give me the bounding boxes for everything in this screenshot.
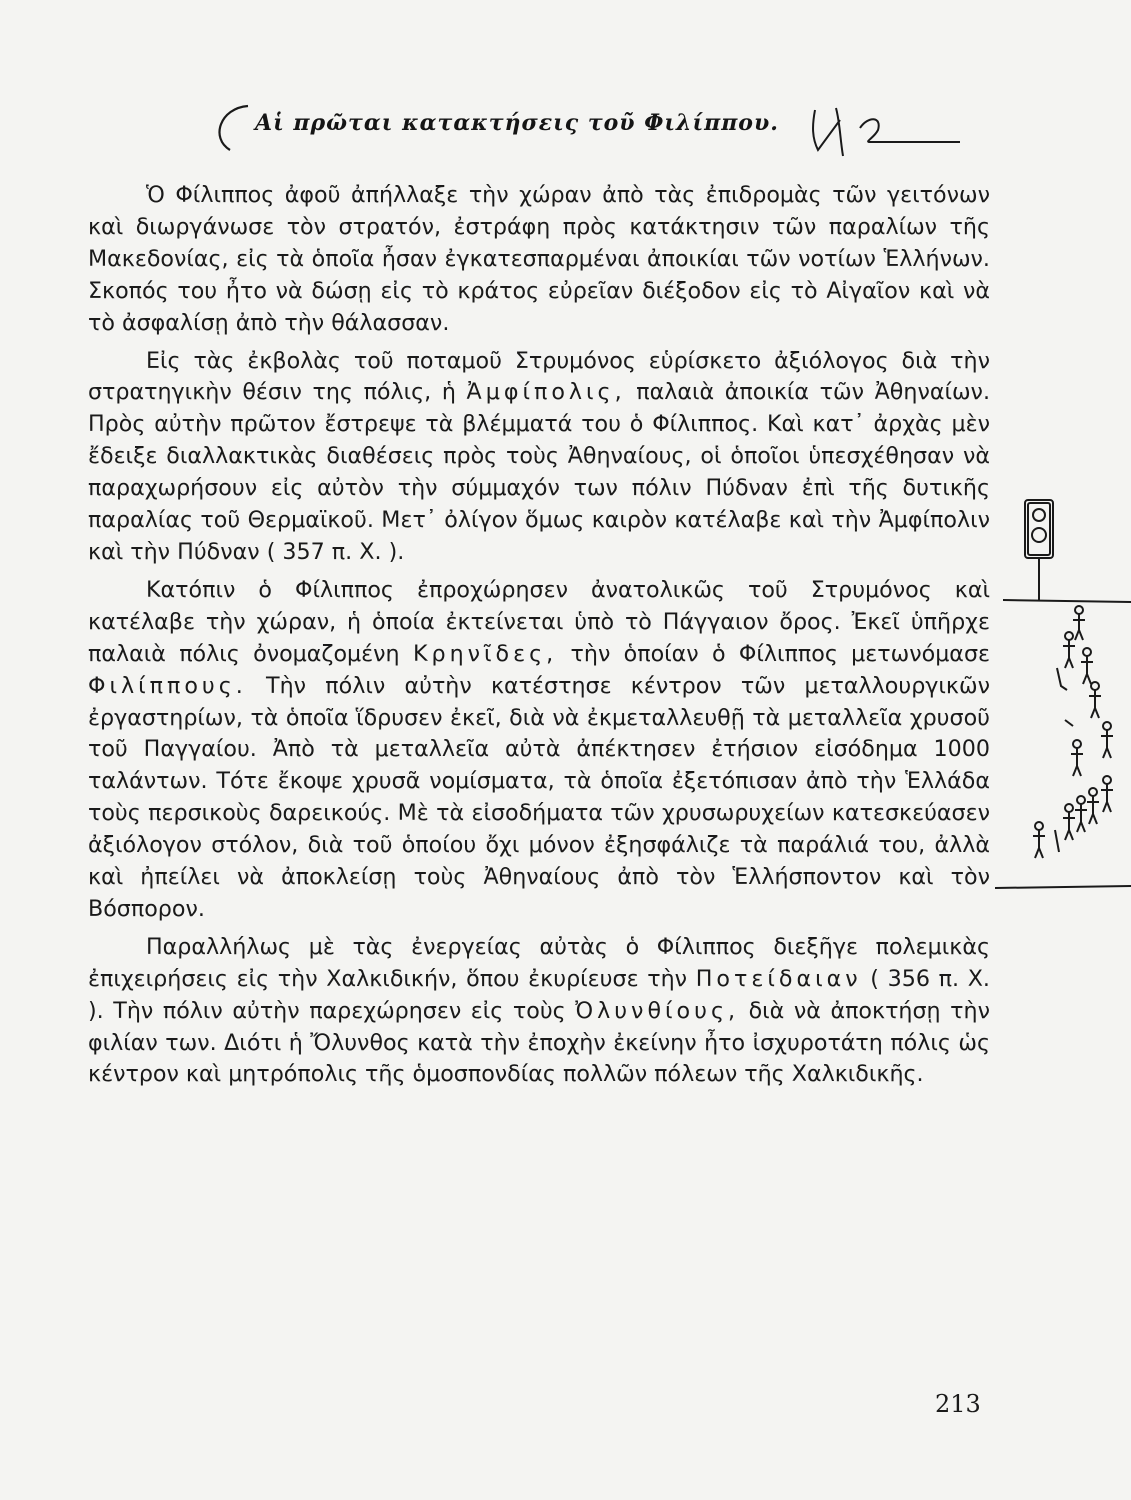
body-text (88, 180, 990, 1091)
handwritten-note-42: 42 (810, 147, 813, 149)
paragraph-2-spaced-amphipolis: Ἀμφίπολις, (466, 379, 626, 406)
chapter-heading (200, 78, 980, 158)
paragraph-3-part-3: Τὴν πόλιν αὐτὴν κατέστησε κέντρον τῶν μεταλλουργικῶν ἐργαστηρίων, τὰ ὁποῖα ἵδρυσεν ἐκεῖ, διὰ νὰ ἐκμεταλλευθῇ τὰ μεταλλεῖα χρυσοῦ τοῦ Παγγαίου. Ἀπὸ τὰ μεταλλεῖα αὐτὰ ἀπέκτησεν ἐτήσιον εἰσόδημα 1000 ταλάντων. Τότε ἔκοψε χρυσᾶ νομίσματα, τὰ ὁποῖα ἐξετόπισαν ἀπὸ τὴν Ἑλλάδα τοὺς περσικοὺς δαρεικούς. Μὲ τὰ εἰσοδήματα τῶν χρυσωρυχείων κατεσκεύασεν ἀξιόλογον στόλον, διὰ τοῦ ὁποίου ὄχι μόνον ἐξησφάλιζε τὰ παράλιά του, ἀλλὰ καὶ ἠπείλει νὰ ἀποκλείσῃ τοὺς Ἀθηναίους ἀπὸ τὸν Ἑλλήσποντον καὶ τὸν Βόσπορον. (88, 672, 990, 922)
page-number: 213 (935, 1390, 981, 1418)
margin-doodle-figures-icon (995, 490, 1131, 900)
paragraph-4-part-3: διὰ νὰ ἀποκτήσῃ τὴν φιλίαν των. Διότι ἡ Ὄλυνθος κατὰ τὴν ἐποχὴν ἐκείνην ἦτο ἰσχυροτάτη πόλις ὡς κέντρον καὶ μητρόπολις τῆς ὁμοσπονδίας πολλῶν πόλεων τῆς Χαλκιδικῆς. (88, 997, 990, 1088)
paragraph-3-part-2: τὴν ὁποίαν ὁ Φίλιππος μετωνόμασε (557, 640, 990, 667)
paragraph-3 (88, 575, 990, 926)
paragraph-4 (88, 932, 990, 1092)
paragraph-2 (88, 346, 990, 569)
paragraph-3-part-1: Κατόπιν ὁ Φίλιππος ἐπροχώρησεν ἀνατολικῶς τοῦ Στρυμόνος καὶ κατέλαβε τὴν χώραν, ἡ ὁποία ἐκτείνεται ὑπὸ τὸ Πάγγαιον ὄρος. Ἐκεῖ ὑπῆρχε παλαιὰ πόλις ὀνομαζομένη (88, 576, 990, 667)
paragraph-3-spaced-krenides: Κρηνῖδες, (412, 640, 558, 667)
paragraph-4-spaced-poteidaia: Ποτείδαιαν (695, 965, 862, 992)
paragraph-4-part-1: Παραλλήλως μὲ τὰς ἐνεργείας αὐτὰς ὁ Φίλιππος διεξῆγε πολεμικὰς ἐπιχειρήσεις εἰς τὴν Χαλκιδικήν, ὅπου ἐκυρίευσε τὴν (88, 933, 990, 992)
paragraph-4-part-2: ( 356 π. Χ. ). Τὴν πόλιν αὐτὴν παρεχώρησεν εἰς τοὺς (88, 965, 990, 1024)
paragraph-2-part-1: Εἰς τὰς ἐκβολὰς τοῦ ποταμοῦ Στρυμόνος εὑρίσκετο ἀξιόλογος διὰ τὴν στρατηγικὴν θέσιν της πόλις, ἡ (88, 347, 990, 406)
page-title: Αἱ πρῶται κατακτήσεις τοῦ Φιλίππου. (255, 110, 779, 136)
paragraph-3-spaced-philippi: Φιλίππους. (88, 672, 247, 699)
paragraph-4-spaced-olynthians: Ὀλυνθίους, (575, 997, 740, 1024)
paragraph-2-part-2: παλαιὰ ἀποικία τῶν Ἀθηναίων. Πρὸς αὐτὴν πρῶτον ἔστρεψε τὰ βλέμματά του ὁ Φίλιππος. Καὶ κατ᾽ ἀρχὰς μὲν ἔδειξε διαλλακτικὰς διαθέσεις πρὸς τοὺς Ἀθηναίους, οἱ ὁποῖοι ὑπεσχέθησαν νὰ παραχωρήσουν εἰς αὐτὸν τὴν σύμμαχόν των πόλιν Πύδναν ἐπὶ τῆς δυτικῆς παραλίας τοῦ Θερμαϊκοῦ. Μετ᾽ ὀλίγον ὅμως καιρὸν κατέλαβε καὶ τὴν Ἀμφίπολιν καὶ τὴν Πύδναν ( 357 π. Χ. ). (88, 379, 990, 565)
paragraph-1: Ὁ Φίλιππος ἀφοῦ ἀπήλλαξε τὴν χώραν ἀπὸ τὰς ἐπιδρομὰς τῶν γειτόνων καὶ διωργάνωσε τὸν στρατόν, ἐστράφη πρὸς κατάκτησιν τῶν παραλίων τῆς Μακεδονίας, εἰς τὰ ὁποῖα ἦσαν ἐγκατεσπαρμέναι ἀποικίαι τῶν νοτίων Ἑλλήνων. Σκοπός του ἦτο νὰ δώσῃ εἰς τὸ κράτος εὐρεῖαν διέξοδον εἰς τὸ Αἰγαῖον καὶ νὰ τὸ ἀσφαλίσῃ ἀπὸ τὴν θάλασσαν. (88, 182, 990, 336)
